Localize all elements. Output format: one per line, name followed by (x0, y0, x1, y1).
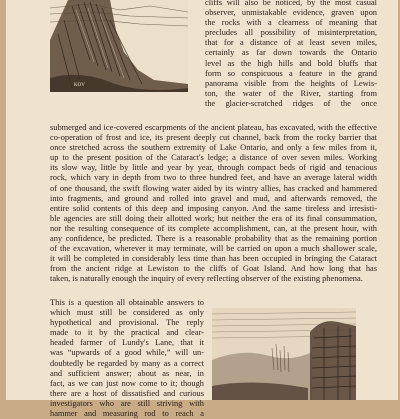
text-line: up to the present position of the Cataract's ledge; a distance of over seven miles. Working (50, 153, 377, 163)
text-line: This is a question all obtainable answers to (50, 298, 204, 307)
text-line: made to it by the practical and clear- (50, 328, 204, 338)
top-engraving-cliff-illustration (50, 0, 188, 92)
cliff-engraving-image (50, 0, 188, 92)
text-line: fact, as we can just now come to it; though (50, 378, 204, 388)
bottom-engraving-gorge-illustration (212, 308, 356, 400)
text-line: submerged and ice-covered escarpments of the ancient plateau, has excavated, with the effective (50, 123, 377, 132)
text-line: and sufficient answer; about as near, in (50, 368, 204, 378)
text-line: precludes all possibility of misinterpretation, (205, 28, 377, 38)
text-line: co-operation of frost and ice, its present deeply cut channel, back from the rocky barrier that (50, 133, 377, 143)
text-line: hypothetical and provisional. The reply (50, 318, 204, 328)
text-line: investigators who are still striving with (50, 398, 204, 408)
text-line: taken, is naturally enough the inquiry of every reflecting observer of the existing phenomena. (50, 274, 363, 284)
text-line: of one thousand, the swift flowing water aided by its wintry allies, has cracked and hammered (50, 183, 377, 193)
text-line: that for a distance of at least seven miles, (205, 38, 377, 48)
text-line: nor the resulting consequence of its complete accomplishment, can, at the present hour, with (50, 223, 377, 233)
text-line: into fragments, and ground and rolled into gravel and mud, and afterwards removed, the (50, 193, 377, 203)
text-column-top-right (205, 0, 377, 109)
text-line: there are a host of dissatisfied and curious (50, 388, 204, 398)
text-line: from the ancient ridge at Lewiston to the cliffs of Goat Island. And how long that has (50, 264, 377, 274)
text-line: any confidence, be predicted. There is a reasonable probability that as the remaining portion (50, 234, 377, 244)
text-line: level as the high hills and bold bluffs that (205, 58, 377, 68)
text-line: it will be completed in considerably less time than has been occupied in bringing the Cataract (50, 254, 377, 264)
text-line: observer, unmistakable evidence, graven upon (205, 8, 377, 18)
text-line: was “upwards of a good while,” will un- (50, 348, 204, 358)
engraving-signature: KOV (74, 83, 85, 88)
text-line: of the excavation, wherever it may terminate, will be carried on upon a much shallower scale, (50, 244, 377, 254)
text-line: which must still be considered as only (50, 308, 204, 318)
text-line: doubtedly be regarded by many as a correct (50, 358, 204, 368)
text-line: ton, the water of the River, starting from (205, 88, 377, 98)
gorge-engraving-image (212, 308, 356, 400)
text-column-bottom-left (50, 298, 204, 419)
text-line: once stretched across the southern extremity of Lake Ontario, and only a few miles from it, (50, 143, 377, 153)
book-page (6, 0, 398, 419)
text-line: certainly as far down towards the Ontario (205, 48, 377, 58)
text-block-full-width (50, 123, 377, 285)
text-line: its slow way, little by little and year by year, through compact beds of rigid and tenacious (50, 163, 377, 173)
text-line: panorama visible from the heights of Lewis- (205, 78, 377, 88)
text-line: form so conspicuous a feature in the grand (205, 68, 377, 78)
text-line: rock, which vary in depth from two to three hundred feet, and have an average lateral width (50, 173, 377, 183)
text-line: hammer and measuring rod to reach a (50, 409, 204, 419)
text-line: the rocks with a clearness of meaning that (205, 18, 377, 28)
text-line: the glacier-scratched ridges of the once (205, 98, 377, 108)
text-line: entire solid contents of this deep and imposing canyon. And the same tireless and irresisti- (50, 203, 377, 213)
text-line: ble agencies are still doing their allotted work; but neither the era of its final consummation, (50, 213, 377, 223)
text-line: headed farmer of Lundy's Lane, that it (50, 338, 204, 348)
text-line: cliffs will also be noticed, by the most casual (205, 0, 377, 7)
